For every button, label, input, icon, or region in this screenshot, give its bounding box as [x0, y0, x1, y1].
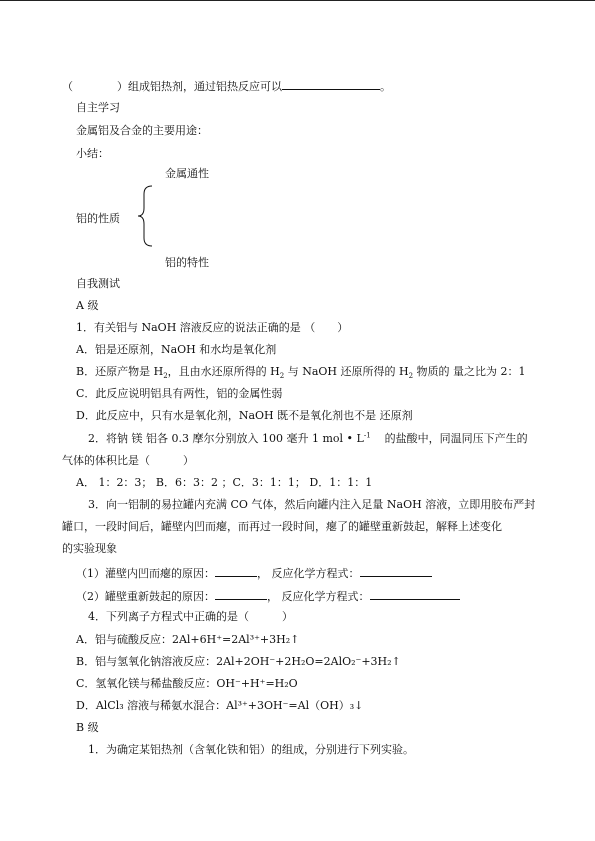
curly-brace-icon [137, 184, 155, 248]
q3-line3: 的实验现象 [62, 542, 117, 555]
diagram-aluminum-specific: 铝的特性 [165, 256, 209, 269]
qb1-stem: 1．为确定某铝热剂（含氧化铁和铝）的组成，分别进行下列实验。 [88, 743, 414, 756]
q4-option-d: D．AlCl₃ 溶液与稀氨水混合：Al³⁺+3OH⁻=Al（OH）₃↓ [76, 699, 364, 712]
q3-line1: 3．向一铝制的易拉罐内充满 CO 气体，然后向罐内注入足量 NaOH 溶液，立即用胶布严封 [88, 498, 536, 511]
open-paren: （ [62, 80, 73, 93]
q3-part1-reason-blank[interactable] [215, 565, 257, 577]
thermite-text: ）组成铝热剂，通过铝热反应可以 [117, 80, 282, 93]
q3-part1: （1）灌壁内凹而瘪的原因： ， 反应化学方程式： [76, 565, 432, 581]
section-self-test: 自我测试 [76, 277, 120, 290]
q4-option-a: A．铝与硫酸反应：2Al+6H⁺=2Al³⁺+3H₂↑ [76, 633, 300, 646]
q3-part2: （2）罐壁重新鼓起的原因： ， 反应化学方程式： [76, 588, 460, 604]
q4-stem: 4．下列离子方程式中正确的是（ ） [88, 610, 293, 623]
aluminum-uses-prompt: 金属铝及合金的主要用途： [76, 124, 208, 137]
q2-options: A． 1：2：3； B．6：3：2 ；C．3：1：1； D．1：1：1 [76, 476, 373, 489]
q4-option-b: B．铝与氢氧化钠溶液反应：2Al+2OH⁻+2H₂O=2AlO₂⁻+3H₂↑ [76, 655, 401, 668]
q1-option-b: B．还原产物是 $H_2$，且由水还原所得的 $H_2$ 与 NaOH 还原所得的 $H_2$ 物质的 量之比为 2：1 [76, 365, 526, 381]
q3-part2-equation-blank[interactable] [370, 588, 460, 600]
level-b-heading: B 级 [76, 721, 99, 734]
q2-stem-cont: 气体的体积比是（ ） [62, 454, 194, 467]
q1-option-c: C．此反应说明铝具有两性，铝的金属性弱 [76, 387, 283, 400]
q2-stem: 2．将钠 镁 铝各 0.3 摩尔分别放入 100 毫升 1 mol • $L^{-1}$ 的盐酸中，同温同压下产生的 [88, 431, 528, 445]
fill-line-thermite: （ ）组成铝热剂，通过铝热反应可以 。 [62, 80, 391, 93]
q1-option-a: A．铝是还原剂，NaOH 和水均是氧化剂 [76, 343, 277, 356]
q3-line2: 罐口，一段时间后，罐壁内凹而瘪，而再过一段时间，瘪了的罐壁重新鼓起，解释上述变化 [62, 520, 502, 533]
section-self-study: 自主学习 [76, 101, 120, 114]
summary-heading: 小结： [76, 147, 109, 160]
diagram-metal-generality: 金属通性 [165, 167, 209, 180]
level-a-heading: A 级 [76, 299, 99, 312]
q3-part1-equation-blank[interactable] [360, 565, 432, 577]
diagram-aluminum-properties: 铝的性质 [76, 212, 120, 225]
q3-part2-reason-blank[interactable] [215, 588, 267, 600]
q1-stem: 1．有关铝与 NaOH 溶液反应的说法正确的是 （ ） [76, 321, 349, 334]
q1-option-d: D．此反应中，只有水是氧化剂，NaOH 既不是氧化剂也不是 还原剂 [76, 409, 413, 422]
answer-blank[interactable] [282, 78, 380, 90]
page-top-border [0, 0, 595, 1]
q4-option-c: C．氢氧化镁与稀盐酸反应：OH⁻+H⁺=H₂O [76, 677, 298, 690]
